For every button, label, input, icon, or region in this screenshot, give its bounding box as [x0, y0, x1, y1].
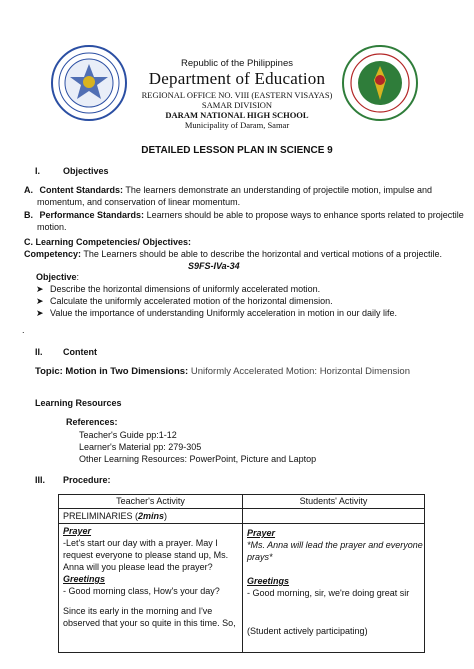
objective-heading	[36, 271, 79, 283]
performance-standards-text-2: motion.	[37, 222, 67, 232]
teacher-prayer-line: Anna will you please lead the prayer?	[63, 562, 213, 572]
prayer-label: Prayer	[63, 526, 92, 536]
republic-text: Republic of the Philippines	[181, 58, 293, 69]
school-name: DARAM NATIONAL HIGH SCHOOL	[165, 110, 309, 120]
learning-resources-heading: Learning Resources	[35, 398, 122, 408]
table-row	[59, 509, 425, 524]
letter-a: A.	[24, 185, 33, 195]
arrow-bullet-icon: ➤	[36, 308, 44, 318]
competency-line	[24, 248, 442, 260]
teacher-activity-cell	[59, 524, 243, 653]
section-3-number: III.	[35, 475, 46, 485]
teacher-greeting: - Good morning class, How's your day?	[63, 586, 220, 596]
objective-item: ➤ Calculate the uniformly accelerated motion of the horizontal dimension.	[36, 296, 333, 306]
section-1-number: I.	[35, 166, 41, 176]
content-standards-label: Content Standards:	[39, 185, 124, 195]
objective-label: Objective	[36, 272, 77, 282]
objective-colon: :	[76, 272, 80, 282]
topic-line	[35, 366, 410, 378]
student-participation: (Student actively participating)	[247, 626, 368, 636]
students-activity-cell	[243, 524, 425, 653]
student-prayer-label: Prayer	[247, 528, 276, 538]
competencies-heading: C. Learning Competencies/ Objectives:	[24, 237, 192, 247]
student-greetings-label: Greetings	[247, 576, 290, 586]
table-row	[59, 524, 425, 653]
students-activity-cell	[243, 509, 425, 524]
teachers-guide: Teacher's Guide pp:1-12	[79, 430, 177, 440]
region-text: REGIONAL OFFICE NO. VIII (EASTERN VISAYAS)	[141, 90, 333, 100]
content-standards-text-1: The learners demonstrate an understanding of projectile motion, impulse and	[123, 185, 433, 195]
section-3-label: Procedure:	[63, 475, 111, 485]
letter-b: B.	[24, 210, 33, 220]
greetings-label: Greetings	[63, 574, 106, 584]
competency-code: S9FS-IVa-34	[188, 261, 240, 271]
students-activity-header: Students' Activity	[243, 495, 425, 509]
other-resources: Other Learning Resources: PowerPoint, Picture and Laptop	[79, 454, 317, 464]
learners-material: Learner's Material pp: 279-305	[79, 442, 202, 452]
competency-label: Competency:	[24, 249, 82, 259]
table-header-row	[59, 495, 425, 509]
arrow-bullet-icon: ➤	[36, 284, 44, 294]
student-prayer-line: *Ms. Anna will lead the prayer and everyone	[247, 540, 423, 550]
arrow-bullet-icon: ➤	[36, 296, 44, 306]
topic-text: Uniformly Accelerated Motion: Horizontal Dimension	[188, 366, 410, 377]
section-1-label: Objectives	[63, 166, 109, 176]
content-standards	[24, 184, 432, 196]
content-standards-text-2: momentum, and conservation of linear momentum.	[37, 197, 241, 207]
objective-item: ➤ Value the importance of understanding Uniformly acceleration in motion in our daily life.	[36, 308, 398, 318]
competency-text: The Learners should be able to describe the horizontal and vertical motions of a projectile.	[81, 249, 443, 259]
objective-item: ➤ Describe the horizontal dimensions of uniformly accelerated motion.	[36, 284, 321, 294]
stray-dot: .	[22, 325, 25, 335]
page-title: DETAILED LESSON PLAN IN SCIENCE 9	[141, 145, 333, 156]
student-greeting: - Good morning, sir, we're doing great sir	[247, 588, 410, 598]
teacher-activity-header: Teacher's Activity	[59, 495, 243, 509]
performance-standards-label: Performance Standards:	[39, 210, 145, 220]
division-text: SAMAR DIVISION	[201, 100, 273, 110]
teacher-activity-cell	[59, 509, 243, 524]
procedure-table	[58, 494, 425, 653]
municipality-text: Municipality of Daram, Samar	[184, 120, 290, 130]
section-2-label: Content	[63, 347, 97, 357]
references-label: References:	[66, 417, 118, 427]
student-prayer-line: prays*	[247, 552, 273, 562]
preliminaries-line: PRELIMINARIES (2mins)	[63, 511, 168, 521]
teacher-prayer-line: -Let's start our day with a prayer. May I	[63, 538, 218, 548]
performance-standards	[24, 209, 464, 221]
performance-standards-text-1: Learners should be able to propose ways to enhance sports related to projectile	[144, 210, 464, 220]
teacher-observation-line: observed that your so quite in this time. So,	[63, 618, 236, 628]
teacher-prayer-line: request everyone to please stand up, Ms.	[63, 550, 229, 560]
topic-label: Topic: Motion in Two Dimensions:	[35, 366, 189, 377]
department-title: Department of Education	[148, 69, 326, 88]
teacher-observation-line: Since its early in the morning and I've	[63, 606, 213, 616]
section-2-number: II.	[35, 347, 43, 357]
